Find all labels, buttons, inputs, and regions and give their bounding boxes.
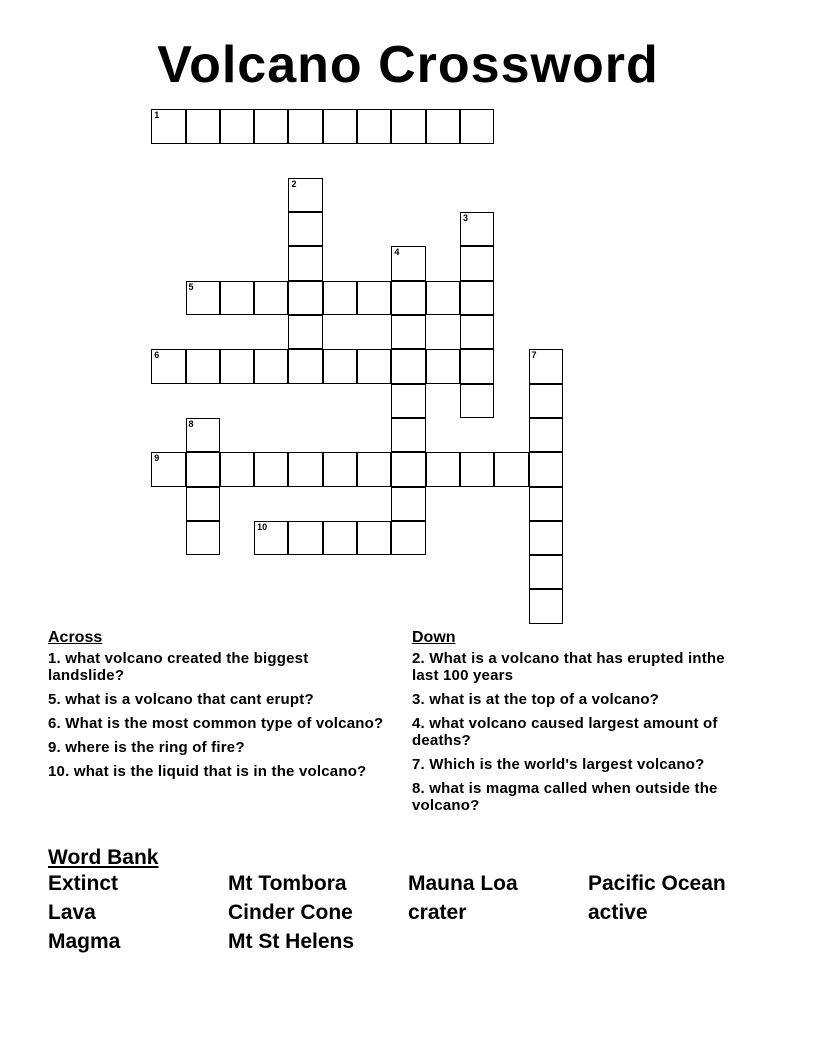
clue-text: Which is the world's largest volcano?	[429, 756, 705, 773]
grid-cell[interactable]	[529, 555, 563, 589]
word-bank-item: Mauna Loa	[408, 872, 518, 895]
grid-cell[interactable]	[186, 418, 220, 452]
down-clue-8	[412, 780, 752, 814]
grid-cell[interactable]	[460, 384, 494, 418]
clue-number: 8.	[412, 780, 425, 797]
grid-cell[interactable]	[426, 109, 460, 143]
clue-number: 6.	[48, 715, 61, 732]
grid-cell[interactable]	[186, 452, 220, 486]
grid-cell[interactable]	[460, 109, 494, 143]
grid-cell[interactable]	[529, 418, 563, 452]
grid-cell[interactable]	[254, 452, 288, 486]
grid-cell[interactable]	[186, 349, 220, 383]
grid-cell[interactable]	[529, 521, 563, 555]
grid-cell[interactable]	[220, 109, 254, 143]
grid-cell[interactable]	[391, 418, 425, 452]
cell-number: 1	[154, 110, 160, 121]
grid-cell[interactable]	[288, 109, 322, 143]
grid-cell[interactable]	[254, 281, 288, 315]
page-title: Volcano Crossword	[157, 36, 659, 94]
clue-number: 9.	[48, 739, 61, 756]
clue-text: where is the ring of fire?	[65, 739, 245, 756]
grid-cell[interactable]	[288, 212, 322, 246]
grid-cell[interactable]	[151, 349, 185, 383]
grid-cell[interactable]	[357, 521, 391, 555]
grid-cell[interactable]	[323, 349, 357, 383]
grid-cell[interactable]	[186, 109, 220, 143]
grid-cell[interactable]	[529, 452, 563, 486]
clue-text: what volcano caused largest amount of deaths?	[412, 715, 718, 749]
grid-cell[interactable]	[460, 452, 494, 486]
cell-number: 8	[188, 418, 194, 429]
clue-text: what is at the top of a volcano?	[429, 691, 660, 708]
clue-number: 7.	[412, 756, 425, 773]
cell-number: 6	[154, 350, 160, 361]
clue-text: What is a volcano that has erupted inthe last 100 years	[412, 650, 725, 684]
grid-cell[interactable]	[186, 521, 220, 555]
across-clue-6	[48, 715, 388, 732]
across-clues	[48, 628, 388, 787]
grid-cell[interactable]	[391, 487, 425, 521]
word-bank-item: Pacific Ocean	[588, 872, 726, 895]
clue-text: what volcano created the biggest landslide?	[48, 650, 309, 684]
grid-cell[interactable]	[254, 521, 288, 555]
grid-cell[interactable]	[529, 589, 563, 623]
cell-number: 2	[291, 178, 297, 189]
word-bank-item: Cinder Cone	[228, 901, 353, 924]
grid-cell[interactable]	[460, 315, 494, 349]
cell-number: 3	[462, 213, 468, 224]
grid-cell[interactable]	[391, 281, 425, 315]
cell-number: 4	[394, 247, 400, 258]
word-bank-item: Lava	[48, 901, 96, 924]
grid-cell[interactable]	[494, 452, 528, 486]
across-clue-10	[48, 763, 388, 780]
down-clues	[412, 628, 752, 821]
clue-text: What is the most common type of volcano?	[65, 715, 384, 732]
cell-number: 5	[188, 281, 194, 292]
grid-cell[interactable]	[323, 281, 357, 315]
clue-number: 2.	[412, 650, 425, 667]
grid-cell[interactable]	[357, 281, 391, 315]
grid-cell[interactable]	[426, 281, 460, 315]
down-clue-4	[412, 715, 752, 749]
cell-number: 7	[531, 350, 537, 361]
across-heading: Across	[48, 629, 103, 646]
grid-cell[interactable]	[288, 281, 322, 315]
grid-cell[interactable]	[460, 349, 494, 383]
grid-cell[interactable]	[323, 452, 357, 486]
clue-number: 10.	[48, 763, 70, 780]
grid-cell[interactable]	[323, 521, 357, 555]
down-clue-2	[412, 650, 752, 684]
grid-cell[interactable]	[288, 349, 322, 383]
word-bank-item: active	[588, 901, 648, 924]
across-clue-5	[48, 691, 388, 708]
grid-cell[interactable]	[391, 384, 425, 418]
grid-cell[interactable]	[391, 452, 425, 486]
grid-cell[interactable]	[460, 281, 494, 315]
grid-cell[interactable]	[220, 349, 254, 383]
down-clue-7	[412, 756, 752, 773]
clue-number: 1.	[48, 650, 61, 667]
grid-cell[interactable]	[254, 109, 288, 143]
grid-cell[interactable]	[391, 349, 425, 383]
grid-cell[interactable]	[391, 521, 425, 555]
grid-cell[interactable]	[288, 315, 322, 349]
word-bank-item: Magma	[48, 930, 121, 953]
grid-cell[interactable]	[186, 487, 220, 521]
grid-cell[interactable]	[220, 452, 254, 486]
grid-cell[interactable]	[186, 281, 220, 315]
word-bank-item: Mt St Helens	[228, 930, 355, 953]
grid-cell[interactable]	[460, 246, 494, 280]
grid-cell[interactable]	[357, 452, 391, 486]
clue-text: what is a volcano that cant erupt?	[65, 691, 314, 708]
word-bank-item: crater	[408, 901, 467, 924]
down-clue-3	[412, 691, 752, 708]
grid-cell[interactable]	[151, 109, 185, 143]
grid-cell[interactable]	[529, 487, 563, 521]
clue-number: 4.	[412, 715, 425, 732]
grid-cell[interactable]	[288, 178, 322, 212]
down-heading: Down	[412, 629, 456, 646]
across-clue-9	[48, 739, 388, 756]
clue-text: what is magma called when outside the volcano?	[412, 780, 718, 814]
grid-cell[interactable]	[357, 349, 391, 383]
grid-cell[interactable]	[288, 521, 322, 555]
grid-cell[interactable]	[254, 349, 288, 383]
clue-number: 3.	[412, 691, 425, 708]
grid-cell[interactable]	[220, 281, 254, 315]
across-clue-1	[48, 650, 388, 684]
word-bank-item: Extinct	[48, 872, 119, 895]
word-bank-item: Mt Tombora	[228, 872, 347, 895]
grid-cell[interactable]	[426, 349, 460, 383]
word-bank-heading: Word Bank	[48, 846, 159, 869]
grid-cell[interactable]	[529, 384, 563, 418]
grid-cell[interactable]	[288, 246, 322, 280]
grid-cell[interactable]	[460, 212, 494, 246]
grid-cell[interactable]	[391, 109, 425, 143]
grid-cell[interactable]	[288, 452, 322, 486]
cell-number: 9	[154, 453, 160, 464]
cell-number: 10	[257, 521, 268, 532]
grid-cell[interactable]	[357, 109, 391, 143]
grid-cell[interactable]	[529, 349, 563, 383]
grid-cell[interactable]	[426, 452, 460, 486]
grid-cell[interactable]	[391, 246, 425, 280]
grid-cell[interactable]	[323, 109, 357, 143]
clue-number: 5.	[48, 691, 61, 708]
grid-cell[interactable]	[391, 315, 425, 349]
clue-text: what is the liquid that is in the volcano?	[73, 763, 367, 780]
grid-cell[interactable]	[151, 452, 185, 486]
